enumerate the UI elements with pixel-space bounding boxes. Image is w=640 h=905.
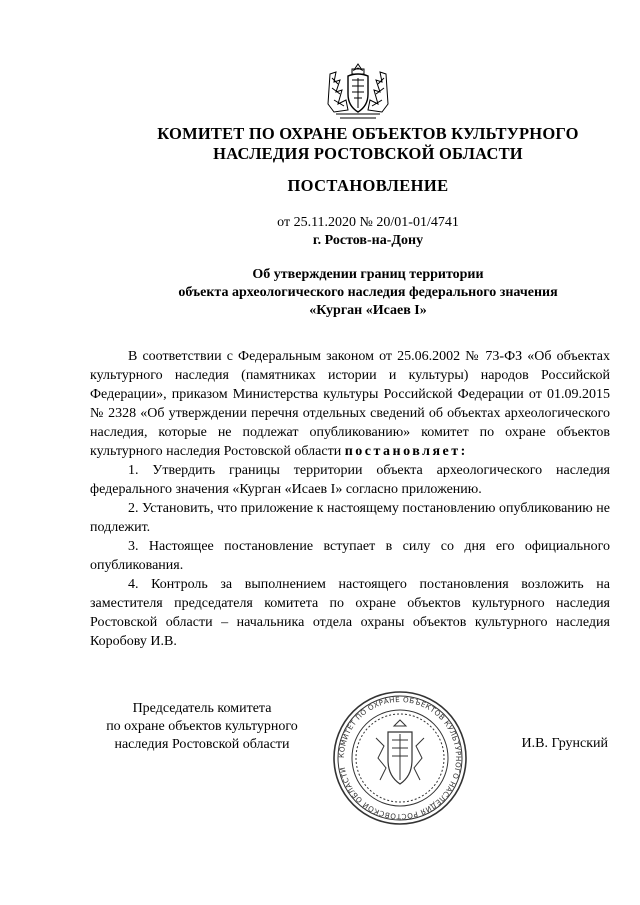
decree-item: 1. Утвердить границы территории объекта археологического наследия федерального значения «Курган «Исаев I» согласно приложению. [90, 463, 610, 497]
organization-name [118, 124, 618, 164]
decree-item: 3. Настоящее постановление вступает в силу со дня его официального опубликования. [90, 539, 610, 573]
document-type: ПОСТАНОВЛЕНИЕ [287, 176, 449, 195]
decree-items [90, 461, 610, 651]
position-line-2: по охране объектов культурного [106, 719, 298, 734]
coat-of-arms-emblem [322, 60, 394, 122]
subject-line-2: объекта археологического наследия федерального значения [178, 285, 558, 300]
preamble-text: В соответствии с Федеральным законом от 25.06.2002 № 73-ФЗ «Об объектах культурного наследия (памятниках истории и культуры) народов Российской Федерации», приказом Министерства культуры Российской Федерации от 01.09.2015 № 2328 «Об утверждении перечня отдельных сведений об объектах археологического наследия, которые не подлежат опубликованию» комитет по охране объектов культурного наследия Ростовской области [90, 349, 610, 459]
signatory-position [82, 700, 322, 754]
position-line-3: наследия Ростовской области [114, 737, 290, 752]
resolves-word: постановляет: [344, 444, 468, 459]
preamble [90, 347, 610, 461]
subject-line-1: Об утверждении границ территории [252, 267, 484, 282]
decree-item: 2. Установить, что приложение к настоящему постановлению опубликованию не подлежит. [90, 501, 610, 535]
subject-line-3: «Курган «Исаев I» [309, 303, 427, 318]
official-seal [330, 688, 470, 828]
org-line-2: НАСЛЕДИЯ РОСТОВСКОЙ ОБЛАСТИ [213, 144, 523, 163]
city: г. Ростов-на-Дону [312, 233, 424, 248]
org-line-1: КОМИТЕТ ПО ОХРАНЕ ОБЪЕКТОВ КУЛЬТУРНОГО [157, 124, 579, 143]
seal-text: КОМИТЕТ ПО ОХРАНЕ ОБЪЕКТОВ КУЛЬТУРНОГО НАСЛЕДИЯ РОСТОВСКОЙ ОБЛАСТИ [336, 694, 464, 822]
position-line-1: Председатель комитета [132, 701, 272, 716]
decree-item: 4. Контроль за выполнением настоящего постановления возложить на заместителя председателя комитета по охране объектов культурного наследия Ростовской области – начальника отдела охраны объектов культурного наследия Коробову И.В. [90, 577, 610, 649]
date-number: от 25.11.2020 № 20/01-01/4741 [277, 215, 459, 230]
signatory-name: И.В. Грунский [521, 736, 608, 751]
document-subject [118, 266, 618, 320]
